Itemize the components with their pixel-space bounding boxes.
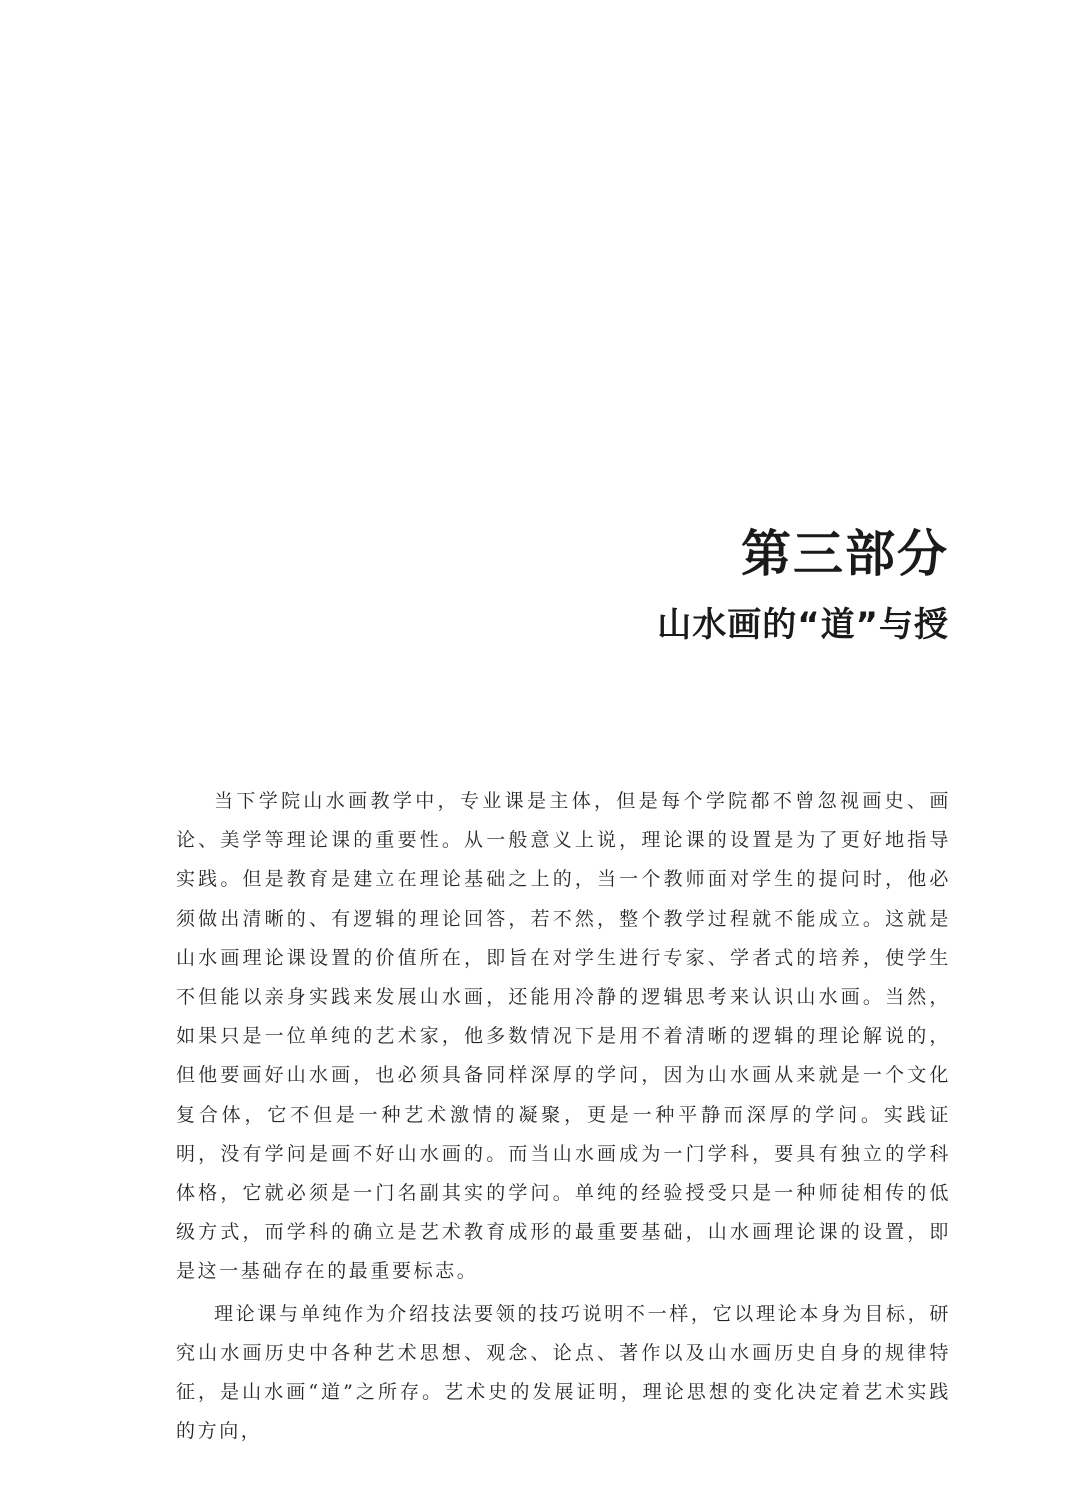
part-title: 第三部分 <box>741 525 949 583</box>
part-heading <box>657 522 949 650</box>
part-subtitle: 山水画的“道”与授 <box>657 605 949 645</box>
paragraph: 当下学院山水画教学中，专业课是主体，但是每个学院都不曾忽视画史、画论、美学等理论课的重要性。从一般意义上说，理论课的设置是为了更好地指导实践。但是教育是建立在理论基础之上的，当一个教师面对学生的提问时，他必须做出清晰的、有逻辑的理论回答，若不然，整个教学过程就不能成立。这就是山水画理论课设置的价值所在，即旨在对学生进行专家、学者式的培养，使学生不但能以亲身实践来发展山水画，还能用冷静的逻辑思考来认识山水画。当然，如果只是一位单纯的艺术家，他多数情况下是用不着清晰的逻辑的理论解说的，但他要画好山水画，也必须具备同样深厚的学问，因为山水画从来就是一个文化复合体，它不但是一种艺术激情的凝聚，更是一种平静而深厚的学问。实践证明，没有学问是画不好山水画的。而当山水画成为一门学科，要具有独立的学科体格，它就必须是一门名副其实的学问。单纯的经验授受只是一种师徒相传的低级方式，而学科的确立是艺术教育成形的最重要基础，山水画理论课的设置，即是这一基础存在的最重要标志。 <box>176 790 951 1283</box>
body-text <box>176 782 951 1451</box>
paragraph: 理论课与单纯作为介绍技法要领的技巧说明不一样，它以理论本身为目标，研究山水画历史中各种艺术思想、观念、论点、著作以及山水画历史自身的规律特征，是山水画“道”之所存。艺术史的发展证明，理论思想的变化决定着艺术实践的方向， <box>176 1302 951 1443</box>
